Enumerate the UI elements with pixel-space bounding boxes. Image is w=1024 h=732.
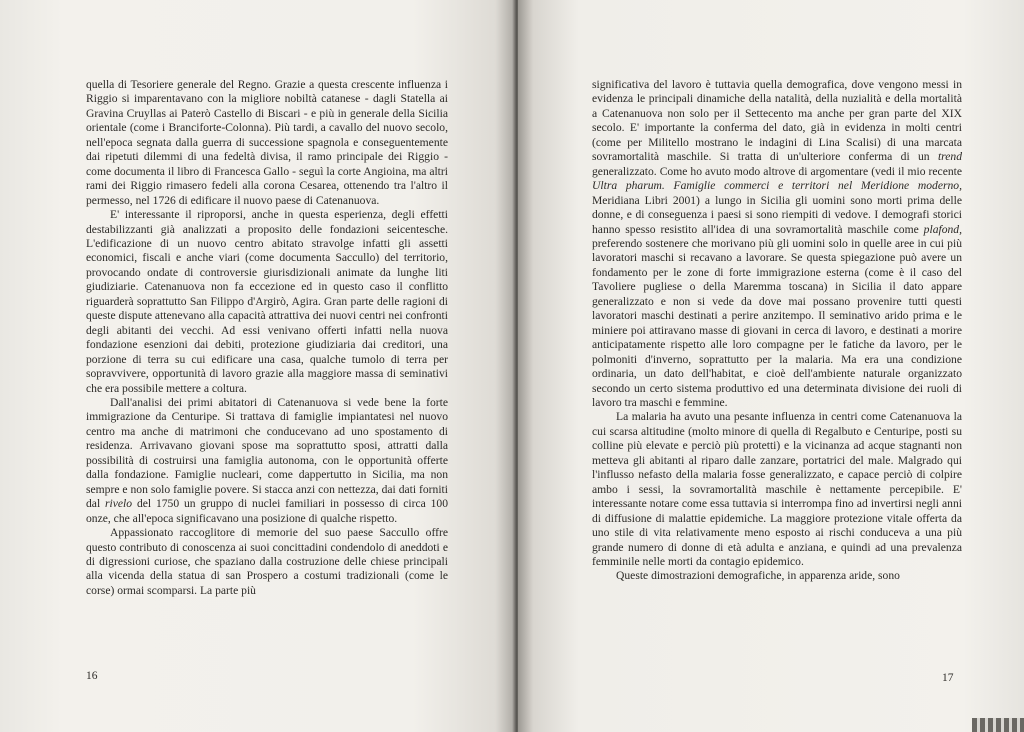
text-segment: La malaria ha avuto una pesante influenza in centri come Catenanuova la cui scarsa altitudine (molto minore di quella di Regalbuto e Centuripe, posti su colline più elevate e perciò più protetti) e la vicinanza ad acque stagnanti non metteva gli abitanti al riparo dalle zanzare, portatrici del male. Malgrado qui l'influsso nefasto della malaria fosse generalizzato, e capace perciò di colpire ambo i sessi, la sovramortalità maschile è nettamente percepibile. E' interessante notare come essa tuttavia si interrompa fino ad invertirsi negli anni di diffusione di malattie epidemiche. La maggiore protezione vitale offerta da uno stile di vita relativamente meno esposto ai rischi conduceva a una più grande numero di donne di età adulta e anziana, e quindi ad una prevalenza femminile nelle morti da contagio epidemico. bbox=[592, 410, 962, 568]
paragraph bbox=[86, 526, 448, 598]
paragraph bbox=[592, 569, 962, 583]
paragraph bbox=[86, 78, 448, 208]
left-page-number: 16 bbox=[86, 670, 98, 682]
italic-text: rivelo bbox=[105, 497, 133, 511]
left-page-text bbox=[86, 78, 448, 598]
text-segment: E' interessante il riproporsi, anche in questa esperienza, degli effetti destabilizzanti già analizzati a proposito delle fondazioni seicentesche. L'edificazione di un nuovo centro abitato stravolge infatti gli assetti economici, fiscali e anche viari (come documenta Saccullo) del territorio, provocando ondate di controversie giurisdizionali animate da lunghe liti giudiziarie. Catenanuova non fa eccezione ed in questo caso il conflitto riguarderà soprattutto San Filippo d'Argirò, Agira. Gran parte delle ragioni di queste dispute attenevano alla capacità attrattiva dei nuovi centri nei confronti degli abitanti dei vecchi. Ad essi venivano offerti infatti nella nuova fondazione esenzioni dai debiti, protezione giudiziaria dai creditori, una porzione di terra su cui edificare una casa, qualche tumolo di terra per sopravvivere, opportunità di lavoro grazie alla maggiore massa di seminativi che era possibile mettere a coltura. bbox=[86, 208, 448, 395]
text-segment: Meridiana Libri 2001) a lungo in Sicilia gli uomini sono morti prima delle donne, e di conseguenza i paesi si sono riempiti di vedove. I demografi storici hanno spesso resistito all'idea di una sovramortalità maschile come bbox=[592, 193, 962, 236]
right-page-text bbox=[592, 78, 962, 584]
paragraph bbox=[86, 208, 448, 396]
text-segment: quella di Tesoriere generale del Regno. Grazie a questa crescente influenza i Riggio si imparentavano con la migliore nobiltà catanese - dagli Statella ai Gravina Cruyllas ai Paterò Castello di Biscari - e più in generale della Sicilia orientale (come i Branciforte-Colonna). Più tardi, a cavallo del nuovo secolo, nell'epoca segnata dalla guerra di successione spagnola e conseguentemente dai ripetuti dilemmi di una fedeltà divisa, il ramo principale dei Riggio - come documenta il libro di Francesca Gallo - seguì la corte Angioina, ma altri rami dei Riggio rimasero fedeli alla corona Cesarea, ottenendo tra l'altro il permesso, nel 1726 di edificare il nuovo paese di Catenanuova. bbox=[86, 78, 448, 207]
paragraph bbox=[86, 396, 448, 526]
text-segment: Queste dimostrazioni demografiche, in apparenza aride, sono bbox=[616, 569, 900, 583]
italic-text: plafond, bbox=[923, 222, 962, 236]
italic-text: Ultra pharum. Famiglie commerci e territori nel Meridione moderno, bbox=[592, 179, 962, 193]
text-segment: Dall'analisi dei primi abitatori di Catenanuova si vede bene la forte immigrazione da Centuripe. Si trattava di famiglie impiantatesi nel nuovo centro ma anche di matrimoni che conducevano ad uno spostamento di residenza. Arrivavano giovani spose ma soprattutto sposi, attratti dalla possibilità di costruirsi una famiglia autonoma, con le opportunità offerte dalla fondazione. Famiglie nucleari, come dappertutto in Sicilia, ma non sempre e non solo famiglie povere. Si stacca anzi con nettezza, dai dati forniti dal bbox=[86, 395, 448, 511]
text-segment: significativa del lavoro è tuttavia quella demografica, dove vengono messi in evidenza le principali dinamiche della natalità, della nuzialità e della mortalità a Catenanuova non solo per il Settecento ma anche per gran parte del XIX secolo. E' importante la conferma del dato, già in evidenza in molti centri (come per Militello mostrano le indagini di Lina Scalisi) di una marcata sovramortalità maschile. Si tratta di un'ulteriore conferma di un bbox=[592, 78, 962, 164]
text-segment: Appassionato raccoglitore di memorie del suo paese Saccullo offre questo contributo di conoscenza ai suoi concittadini condendolo di aneddoti e di digressioni curiose, che spaziano dalla costruzione delle chiese principali alla vicenda della statua di san Prospero a costumi tradizionali (come le corse) ormai scomparsi. La parte più bbox=[86, 526, 448, 597]
paragraph bbox=[592, 78, 962, 410]
right-page bbox=[518, 0, 1024, 732]
text-segment: generalizzato. Come ho avuto modo altrove di argomentare (vedi il mio recente bbox=[592, 164, 962, 178]
text-segment: preferendo sostenere che morivano più gli uomini solo in quelle aree in cui più lavoratori maschi si recavano a lavorare. Se questa spiegazione può avere un fondamento per le zone di forte immigrazione esterna (come è il caso del Tavoliere pugliese o della Maremma toscana) in Sicilia il dato appare generalizzato e non si vede da dove mai possano provenire tutti questi lavoratori maschi destinati a perire anzitempo. Il seminativo arido prima e le miniere poi attiravano masse di giovani in cerca di lavoro, e destinati a morire anticipatamente rispetto alle loro compagne per le fatiche da lavoro, per le polmoniti d'inverno, soprattutto per la malaria. Ma era una condizione ordinaria, un dato dell'habitat, e cioè dell'ambiente naturale organizzato secondo un certo sistema produttivo ed una determinata divisione dei ruoli di lavoro tra maschi e femmine. bbox=[592, 236, 962, 409]
paragraph bbox=[592, 410, 962, 569]
text-segment: del 1750 un gruppo di nuclei familiari in possesso di circa 100 onze, che all'epoca significavano una posizione di qualche rispetto. bbox=[86, 497, 448, 525]
right-page-number: 17 bbox=[942, 672, 954, 684]
italic-text: trend bbox=[937, 150, 962, 164]
page-edge-marks bbox=[972, 718, 1024, 732]
